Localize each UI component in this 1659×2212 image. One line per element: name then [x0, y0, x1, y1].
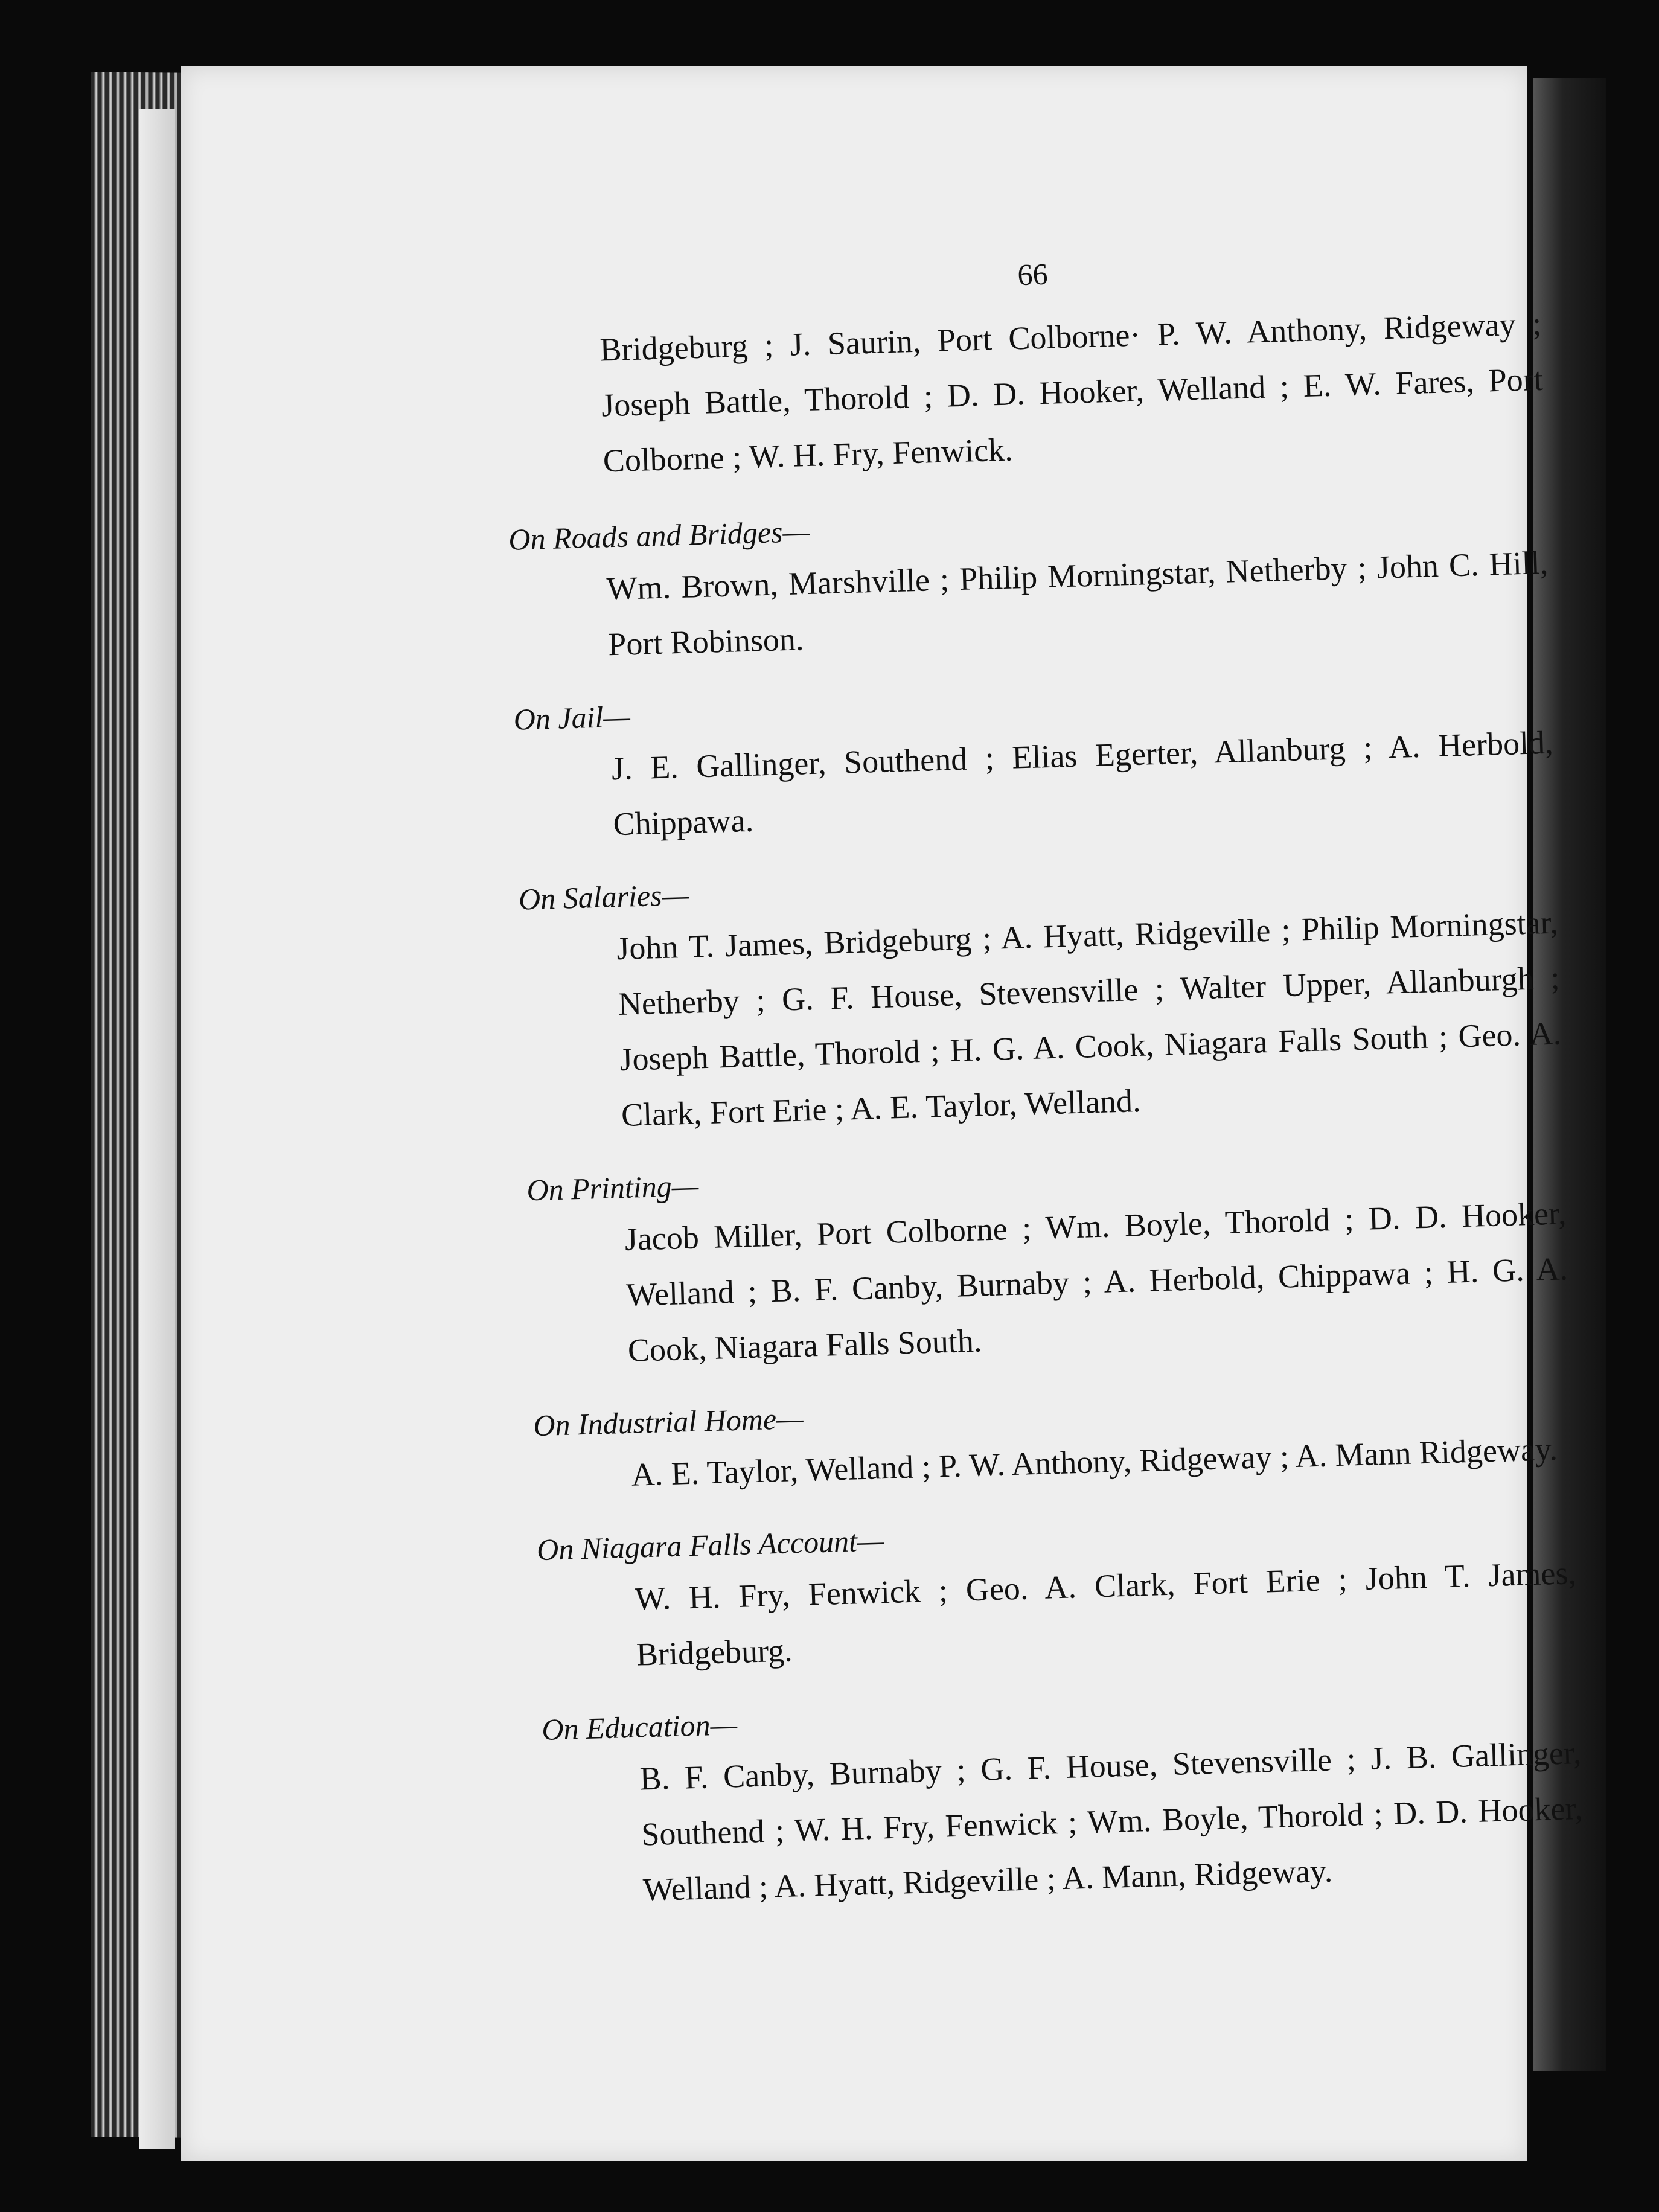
committee-section — [532, 1372, 1573, 1505]
page-number: 66 — [1017, 257, 1049, 292]
committee-members: A. E. Taylor, Welland ; P. W. Anthony, Ridgeway ; A. Mann Ridgeway. — [630, 1430, 1558, 1493]
committee-heading: On Jail— — [513, 699, 631, 737]
committee-members: John T. James, Bridgeburg ; A. Hyatt, Ridgeville ; Philip Morningstar, Netherby ; G. F. House, Stevensville ; Walter Upper, Allanburgh ; Joseph Battle, Thorold ; H. G. A. Cook, Niagara Falls South ; Geo. A. Clark, Fort Erie ; A. E. Taylor, Welland. — [616, 904, 1562, 1133]
committee-heading: On Industrial Home— — [532, 1401, 804, 1443]
committee-section — [541, 1677, 1585, 1920]
committee-members: Jacob Miller, Port Colborne ; Wm. Boyle, Thorold ; D. D. Hooker, Welland ; B. F. Canby, Burnaby ; A. Herbold, Chippawa ; H. G. A. Cook, Niagara Falls South. — [624, 1195, 1568, 1369]
committee-section — [508, 487, 1550, 675]
committee-members: B. F. Canby, Burnaby ; G. F. House, Stevensville ; J. B. Gallinger, Southend ; W. H. Fry, Fenwick ; Wm. Boyle, Thorold ; D. D. Hooker, Welland ; A. Hyatt, Ridgeville ; A. Mann, Ridgeway. — [639, 1734, 1584, 1908]
committee-heading: On Salaries— — [518, 877, 689, 916]
committee-heading: On Education— — [541, 1707, 738, 1747]
committee-heading: On Roads and Bridges— — [508, 514, 810, 557]
opening-paragraph: Bridgeburg ; J. Saurin, Port Colborne· P. W. Anthony, Ridgeway ; Joseph Battle, Thorold ; D. D. Hooker, Welland ; E. W. Fares, Port Colborne ; W. H. Fry, Fenwick. — [599, 305, 1544, 479]
committee-members: J. E. Gallinger, Southend ; Elias Egerter, Allanburg ; A. Herbold, Chippawa. — [611, 724, 1554, 843]
committee-section — [518, 846, 1564, 1146]
committee-section — [536, 1497, 1579, 1685]
committee-members: W. H. Fry, Fenwick ; Geo. A. Clark, Fort Erie ; John T. James, Bridgeburg. — [634, 1555, 1577, 1673]
committee-heading: On Niagara Falls Account— — [536, 1523, 885, 1567]
book-page-edge-light — [139, 109, 175, 2149]
page-text-block — [501, 243, 1586, 1941]
committee-heading: On Printing— — [526, 1168, 699, 1207]
committee-section — [526, 1137, 1570, 1381]
committee-section — [513, 666, 1556, 855]
committee-members: Wm. Brown, Marshville ; Philip Morningstar, Netherby ; John C. Hill, Port Robinson. — [606, 544, 1549, 663]
